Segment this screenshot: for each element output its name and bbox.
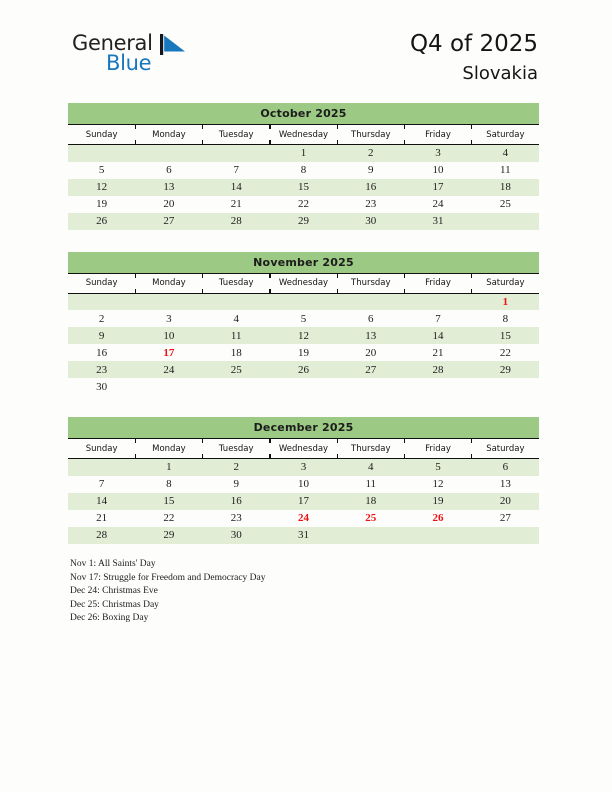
weekday-header-monday: Monday [135, 273, 202, 293]
day-cell[interactable]: 23 [337, 196, 404, 213]
day-cell[interactable]: 11 [337, 476, 404, 493]
day-cell-empty [404, 378, 471, 395]
day-cell[interactable]: 26 [270, 361, 337, 378]
weekday-header-tuesday: Tuesday [203, 125, 270, 145]
day-cell[interactable]: 16 [203, 493, 270, 510]
weekday-header-wednesday: Wednesday [270, 273, 337, 293]
day-cell-empty [68, 145, 135, 162]
week-row [68, 310, 539, 327]
day-cell[interactable]: 28 [404, 361, 471, 378]
day-cell[interactable]: 30 [337, 213, 404, 230]
day-cell[interactable]: 3 [135, 310, 202, 327]
day-cell[interactable]: 17 [404, 179, 471, 196]
day-cell[interactable]: 15 [472, 327, 539, 344]
week-row [68, 327, 539, 344]
day-cell[interactable]: 18 [337, 493, 404, 510]
day-cell[interactable]: 15 [270, 179, 337, 196]
weekday-header-row [68, 125, 539, 145]
day-cell[interactable]: 25 [472, 196, 539, 213]
day-cell[interactable]: 23 [203, 510, 270, 527]
weekday-header-monday: Monday [135, 125, 202, 145]
weekday-header-saturday: Saturday [472, 125, 539, 145]
day-cell[interactable]: 9 [68, 327, 135, 344]
day-cell-empty [270, 293, 337, 310]
day-cell-empty [68, 459, 135, 476]
month-title: December 2025 [68, 417, 539, 438]
weekday-header-monday: Monday [135, 439, 202, 459]
day-cell[interactable]: 9 [203, 476, 270, 493]
day-cell[interactable]: 27 [472, 510, 539, 527]
day-cell-empty [472, 527, 539, 544]
day-cell[interactable]: 10 [135, 327, 202, 344]
week-row [68, 162, 539, 179]
week-row [68, 527, 539, 544]
weekday-header-wednesday: Wednesday [270, 125, 337, 145]
day-cell[interactable]: 6 [472, 459, 539, 476]
day-cell[interactable]: 10 [270, 476, 337, 493]
day-cell[interactable]: 26 [68, 213, 135, 230]
day-cell[interactable]: 17 [270, 493, 337, 510]
week-row [68, 344, 539, 361]
day-cell[interactable]: 19 [404, 493, 471, 510]
day-cell-empty [337, 527, 404, 544]
day-cell-empty [337, 293, 404, 310]
weekday-header-friday: Friday [404, 273, 471, 293]
day-cell[interactable]: 27 [337, 361, 404, 378]
day-cell[interactable]: 24 [404, 196, 471, 213]
day-cell[interactable]: 22 [135, 510, 202, 527]
day-cell[interactable]: 16 [337, 179, 404, 196]
weekday-header-row [68, 439, 539, 459]
day-cell[interactable]: 24 [135, 361, 202, 378]
weekday-header-thursday: Thursday [337, 439, 404, 459]
day-cell-empty [404, 293, 471, 310]
day-cell[interactable]: 1 [270, 145, 337, 162]
day-cell-empty [135, 293, 202, 310]
week-row [68, 476, 539, 493]
day-cell-empty [203, 293, 270, 310]
week-row [68, 361, 539, 378]
day-cell[interactable]: 13 [472, 476, 539, 493]
day-cell[interactable]: 22 [270, 196, 337, 213]
day-cell-holiday[interactable]: 24 [270, 510, 337, 527]
day-cell[interactable]: 29 [472, 361, 539, 378]
day-cell[interactable]: 12 [270, 327, 337, 344]
month-title: November 2025 [68, 252, 539, 273]
weekday-header-tuesday: Tuesday [203, 273, 270, 293]
day-cell[interactable]: 18 [472, 179, 539, 196]
day-cell[interactable]: 4 [203, 310, 270, 327]
holiday-list-item: Nov 17: Struggle for Freedom and Democracy Day [70, 572, 266, 583]
day-cell[interactable]: 2 [203, 459, 270, 476]
weekday-header-tuesday: Tuesday [203, 439, 270, 459]
day-cell[interactable]: 10 [404, 162, 471, 179]
day-cell[interactable]: 2 [68, 310, 135, 327]
weekday-header-thursday: Thursday [337, 273, 404, 293]
day-cell-holiday[interactable]: 25 [337, 510, 404, 527]
week-row [68, 145, 539, 162]
logo-text-general: General [72, 31, 153, 55]
day-cell[interactable]: 27 [135, 213, 202, 230]
week-row [68, 179, 539, 196]
day-cell[interactable]: 21 [68, 510, 135, 527]
day-cell-empty [135, 378, 202, 395]
month-block [68, 417, 539, 544]
day-cell[interactable]: 15 [135, 493, 202, 510]
general-blue-logo [72, 33, 252, 85]
weekday-header-saturday: Saturday [472, 439, 539, 459]
weekday-header-row [68, 273, 539, 293]
day-cell-empty [404, 527, 471, 544]
day-cell[interactable]: 25 [203, 361, 270, 378]
day-cell[interactable]: 8 [270, 162, 337, 179]
day-cell[interactable]: 6 [337, 310, 404, 327]
day-cell[interactable]: 30 [68, 378, 135, 395]
day-cell[interactable]: 12 [404, 476, 471, 493]
day-cell-holiday[interactable]: 26 [404, 510, 471, 527]
week-row [68, 459, 539, 476]
day-cell[interactable]: 21 [404, 344, 471, 361]
day-cell[interactable]: 4 [472, 145, 539, 162]
holiday-list-item: Dec 26: Boxing Day [70, 613, 149, 623]
month-calendar-table [68, 124, 539, 230]
week-row [68, 213, 539, 230]
day-cell[interactable]: 14 [68, 493, 135, 510]
week-row [68, 378, 539, 395]
page-title: Q4 of 2025 [409, 31, 538, 57]
day-cell[interactable]: 13 [337, 327, 404, 344]
day-cell[interactable]: 8 [472, 310, 539, 327]
day-cell[interactable]: 5 [404, 459, 471, 476]
weekday-header-wednesday: Wednesday [270, 439, 337, 459]
day-cell[interactable]: 14 [404, 327, 471, 344]
weekday-header-sunday: Sunday [68, 125, 135, 145]
blue-flag-triangle-icon [160, 34, 186, 55]
day-cell[interactable]: 30 [203, 527, 270, 544]
weekday-header-sunday: Sunday [68, 439, 135, 459]
day-cell[interactable]: 3 [404, 145, 471, 162]
day-cell[interactable]: 19 [270, 344, 337, 361]
month-calendar-table [68, 438, 539, 544]
week-row [68, 510, 539, 527]
page-header [0, 0, 612, 100]
day-cell-empty [270, 378, 337, 395]
holiday-list-item: Dec 25: Christmas Day [70, 599, 159, 610]
day-cell-empty [472, 378, 539, 395]
day-cell[interactable]: 5 [68, 162, 135, 179]
day-cell[interactable]: 7 [68, 476, 135, 493]
day-cell-holiday[interactable]: 17 [135, 344, 202, 361]
day-cell[interactable]: 16 [68, 344, 135, 361]
day-cell-empty [203, 145, 270, 162]
weekday-header-friday: Friday [404, 439, 471, 459]
day-cell[interactable]: 6 [135, 162, 202, 179]
weekday-header-thursday: Thursday [337, 125, 404, 145]
holiday-list-item: Dec 24: Christmas Eve [70, 586, 158, 596]
day-cell[interactable]: 12 [68, 179, 135, 196]
day-cell[interactable]: 4 [337, 459, 404, 476]
day-cell[interactable]: 7 [404, 310, 471, 327]
weekday-header-friday: Friday [404, 125, 471, 145]
day-cell[interactable]: 28 [68, 527, 135, 544]
day-cell[interactable]: 31 [270, 527, 337, 544]
day-cell[interactable]: 29 [135, 527, 202, 544]
day-cell[interactable]: 20 [337, 344, 404, 361]
week-row [68, 293, 539, 310]
day-cell[interactable]: 14 [203, 179, 270, 196]
day-cell[interactable]: 9 [337, 162, 404, 179]
logo-text-blue: Blue [106, 51, 152, 75]
day-cell-empty [472, 213, 539, 230]
day-cell[interactable]: 1 [135, 459, 202, 476]
day-cell-holiday[interactable]: 1 [472, 293, 539, 310]
day-cell[interactable]: 19 [68, 196, 135, 213]
day-cell[interactable]: 11 [472, 162, 539, 179]
day-cell[interactable]: 29 [270, 213, 337, 230]
week-row [68, 493, 539, 510]
month-calendar-table [68, 273, 539, 396]
day-cell[interactable]: 28 [203, 213, 270, 230]
day-cell[interactable]: 11 [203, 327, 270, 344]
weekday-header-sunday: Sunday [68, 273, 135, 293]
day-cell[interactable]: 22 [472, 344, 539, 361]
month-block [68, 103, 539, 230]
page-title-block [410, 30, 538, 86]
week-row [68, 196, 539, 213]
day-cell[interactable]: 3 [270, 459, 337, 476]
day-cell-empty [337, 378, 404, 395]
day-cell[interactable]: 13 [135, 179, 202, 196]
day-cell[interactable]: 18 [203, 344, 270, 361]
page-subtitle-country: Slovakia [462, 62, 538, 84]
day-cell[interactable]: 23 [68, 361, 135, 378]
day-cell[interactable]: 2 [337, 145, 404, 162]
day-cell-empty [203, 378, 270, 395]
holiday-legend-list [70, 558, 530, 626]
month-title: October 2025 [68, 103, 539, 124]
day-cell[interactable]: 21 [203, 196, 270, 213]
day-cell[interactable]: 20 [135, 196, 202, 213]
day-cell-empty [68, 293, 135, 310]
weekday-header-saturday: Saturday [472, 273, 539, 293]
day-cell[interactable]: 5 [270, 310, 337, 327]
day-cell-empty [135, 145, 202, 162]
holiday-list-item: Nov 1: All Saints' Day [70, 559, 156, 569]
day-cell[interactable]: 31 [404, 213, 471, 230]
day-cell[interactable]: 20 [472, 493, 539, 510]
day-cell[interactable]: 8 [135, 476, 202, 493]
quarter-calendars [68, 103, 539, 566]
day-cell[interactable]: 7 [203, 162, 270, 179]
month-block [68, 252, 539, 396]
